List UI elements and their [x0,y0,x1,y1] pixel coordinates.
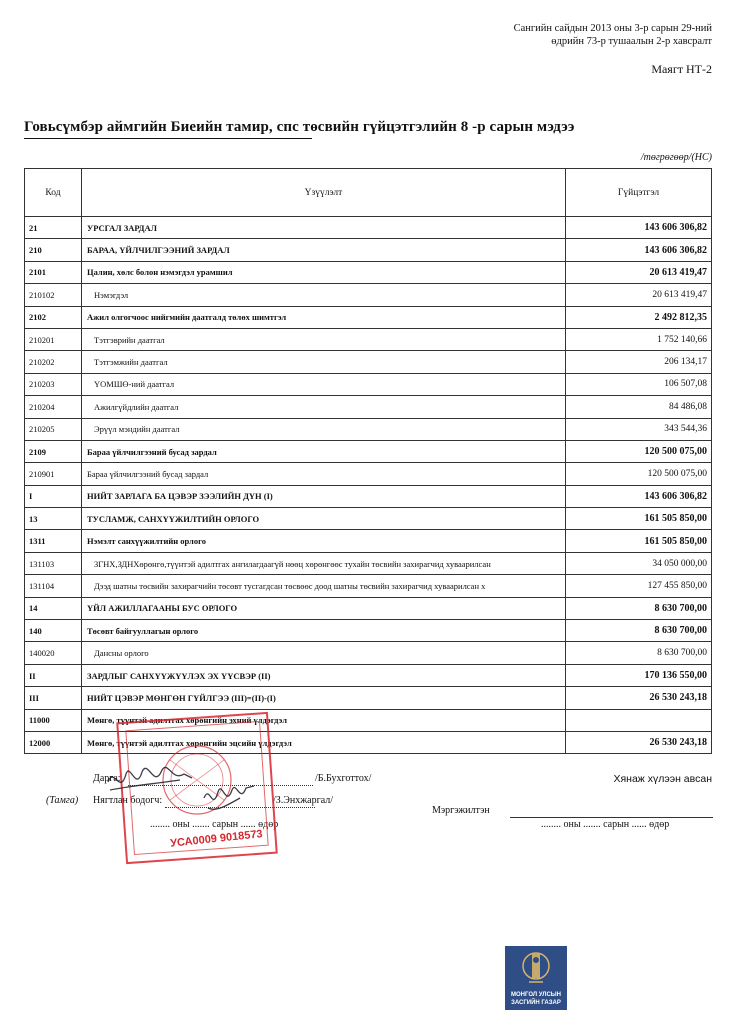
annex-reference [452,22,712,48]
row-amount: 106 507,08 [566,373,712,395]
annex-reference-line-2: өдрийн 73-р тушаалын 2-р хавсралт [551,36,712,47]
row-code: 11000 [25,709,82,731]
stamp-number: УСА0009 9018573 [169,828,264,850]
table-row [25,284,712,306]
column-header-code: Код [25,169,82,217]
row-indicator: БАРАА, ҮЙЛЧИЛГЭЭНИЙ ЗАРДАЛ [82,239,566,261]
row-amount: 143 606 306,82 [566,485,712,507]
row-indicator: Ажилгүйдлийн даатгал [82,396,566,418]
row-amount: 120 500 075,00 [566,463,712,485]
row-indicator: УРСГАЛ ЗАРДАЛ [82,217,566,239]
table-row [25,463,712,485]
table-row [25,328,712,350]
row-code: 210203 [25,373,82,395]
government-logo [505,946,567,1010]
row-code: 12000 [25,731,82,753]
row-amount: 34 050 000,00 [566,552,712,574]
row-indicator: Мөнгө, түүнтэй адилтгах хөрөнгийн эцсийн үлдэгдэл [82,731,566,753]
form-code: Маягт НТ-2 [651,62,712,76]
annex-reference-line-1: Сангийн сайдын 2013 оны 3-р сарын 29-ний [513,23,712,34]
row-amount: 2 492 812,35 [566,306,712,328]
row-code: 131103 [25,552,82,574]
table-row [25,485,712,507]
signature-date-right: ........ оны ....... сарын ...... өдөр [541,819,670,830]
table-row [25,530,712,552]
table-row [25,418,712,440]
row-indicator: ҮОМШӨ-ний даатгал [82,373,566,395]
row-indicator: Бараа үйлчилгээний бусад зардал [82,440,566,462]
table-row [25,440,712,462]
row-amount: 20 613 419,47 [566,284,712,306]
row-indicator: Бараа үйлчилгээний бусад зардал [82,463,566,485]
row-code: 21 [25,217,82,239]
row-amount: 161 505 850,00 [566,530,712,552]
row-amount: 206 134,17 [566,351,712,373]
examiner-signature-blank [510,817,713,818]
table-header-row [25,169,712,217]
table-row [25,597,712,619]
row-code: 13 [25,508,82,530]
row-code: 210205 [25,418,82,440]
signature-date-left: ........ оны ....... сарын ...... өдөр [150,819,279,830]
row-code: 1311 [25,530,82,552]
table-row [25,664,712,686]
row-code: III [25,687,82,709]
accountant-label: Нягтлан бодогч: [93,795,163,806]
row-amount: 343 544,36 [566,418,712,440]
table-row [25,508,712,530]
row-code: 210901 [25,463,82,485]
row-amount: 143 606 306,82 [566,239,712,261]
official-stamp [100,700,290,880]
row-indicator: НИЙТ ЦЭВЭР МӨНГӨН ГҮЙЛГЭЭ (III)=(II)-(I) [82,687,566,709]
row-amount: 170 136 550,00 [566,664,712,686]
row-indicator: Дансны орлого [82,642,566,664]
title-underline [24,138,312,139]
row-amount: 8 630 700,00 [566,620,712,642]
row-code: 2102 [25,306,82,328]
row-code: 210204 [25,396,82,418]
logo-text-line-1: МОНГОЛ УЛСЫН [511,992,561,998]
row-indicator: ЗАРДЛЫГ САНХҮҮЖҮҮЛЭХ ЭХ ҮҮСВЭР (II) [82,664,566,686]
row-amount: 84 486,08 [566,396,712,418]
table-row [25,575,712,597]
table-row [25,306,712,328]
row-code: 140 [25,620,82,642]
table-row [25,642,712,664]
row-amount: 161 505 850,00 [566,508,712,530]
row-amount: 26 530 243,18 [566,731,712,753]
examiner-signature-line [432,805,490,816]
row-indicator: НИЙТ ЗАРЛАГА БА ЦЭВЭР ЗЭЭЛИЙН ДҮН (I) [82,485,566,507]
row-indicator: Нэмэлт санхүүжилтийн орлого [82,530,566,552]
row-indicator: Цалин, хөлс болон нэмэгдэл урамшил [82,261,566,283]
table-row [25,620,712,642]
row-code: 2109 [25,440,82,462]
row-amount: 8 630 700,00 [566,642,712,664]
row-amount: 120 500 075,00 [566,440,712,462]
accountant-name: /З.Энхжаргал/ [273,795,333,806]
row-code: 2101 [25,261,82,283]
row-amount: 26 530 243,18 [566,687,712,709]
row-indicator: Ажил олгогчоос нийгмийн даатгалд төлөх шимтгэл [82,306,566,328]
row-amount [566,709,712,731]
row-code: 210201 [25,328,82,350]
row-code: II [25,664,82,686]
row-amount: 143 606 306,82 [566,217,712,239]
table-row [25,351,712,373]
table-row [25,552,712,574]
table-row [25,373,712,395]
row-indicator: Нэмэгдэл [82,284,566,306]
currency-unit: /төгрөгөөр/(НС) [640,152,712,163]
row-indicator: Тэтгэмжийн даатгал [82,351,566,373]
row-indicator: Тэтгэврийн даатгал [82,328,566,350]
table-row [25,396,712,418]
row-code: 210102 [25,284,82,306]
row-amount: 127 455 850,00 [566,575,712,597]
received-note: Хянаж хүлээн авсан [613,773,712,785]
row-indicator: ҮЙЛ АЖИЛЛАГААНЫ БУС ОРЛОГО [82,597,566,619]
director-label: Дарга: [93,773,121,784]
stamp-label: (Тамга) [46,795,79,806]
logo-text-line-2: ЗАСГИЙН ГАЗАР [511,1000,561,1006]
row-indicator: Мөнгө, түүнтэй адилтгах хөрөнгийн эхний үлдэгдэл [82,709,566,731]
table-row [25,261,712,283]
column-header-indicator: Үзүүлэлт [82,169,566,217]
row-code: 210 [25,239,82,261]
examiner-label: Мэргэжилтэн [432,805,490,816]
row-amount: 20 613 419,47 [566,261,712,283]
report-title: Говьсүмбэр аймгийн Биеийн тамир, спс төсвийн гүйцэтгэлийн 8 -р сарын мэдээ [24,119,575,135]
director-name: /Б.Бухготтох/ [315,773,372,784]
column-header-performance: Гүйцэтгэл [566,169,712,217]
soyombo-icon [505,946,567,990]
row-amount: 1 752 140,66 [566,328,712,350]
table-row [25,239,712,261]
row-indicator: ЗГНХ,ЗДНХөрөнгө,түүнтэй адилтгах ангилагдаагүй нөөц хөрөнгөөс тухайн төсвийн захирагчид хуваарилсан [82,552,566,574]
row-indicator: ТУСЛАМЖ, САНХҮҮЖИЛТИЙН ОРЛОГО [82,508,566,530]
row-indicator: Төсөвт байгууллагын орлого [82,620,566,642]
row-code: 131104 [25,575,82,597]
row-code: I [25,485,82,507]
row-code: 14 [25,597,82,619]
budget-report-table [24,168,712,754]
row-code: 140020 [25,642,82,664]
table-row [25,217,712,239]
row-code: 210202 [25,351,82,373]
row-amount: 8 630 700,00 [566,597,712,619]
row-indicator: Эрүүл мэндийн даатгал [82,418,566,440]
row-indicator: Дээд шатны төсвийн захирагчийн төсөвт тусгагдсан төсвөөс доод шатны төсвийн захирагчид хуваарилсан х [82,575,566,597]
table-body [25,217,712,754]
